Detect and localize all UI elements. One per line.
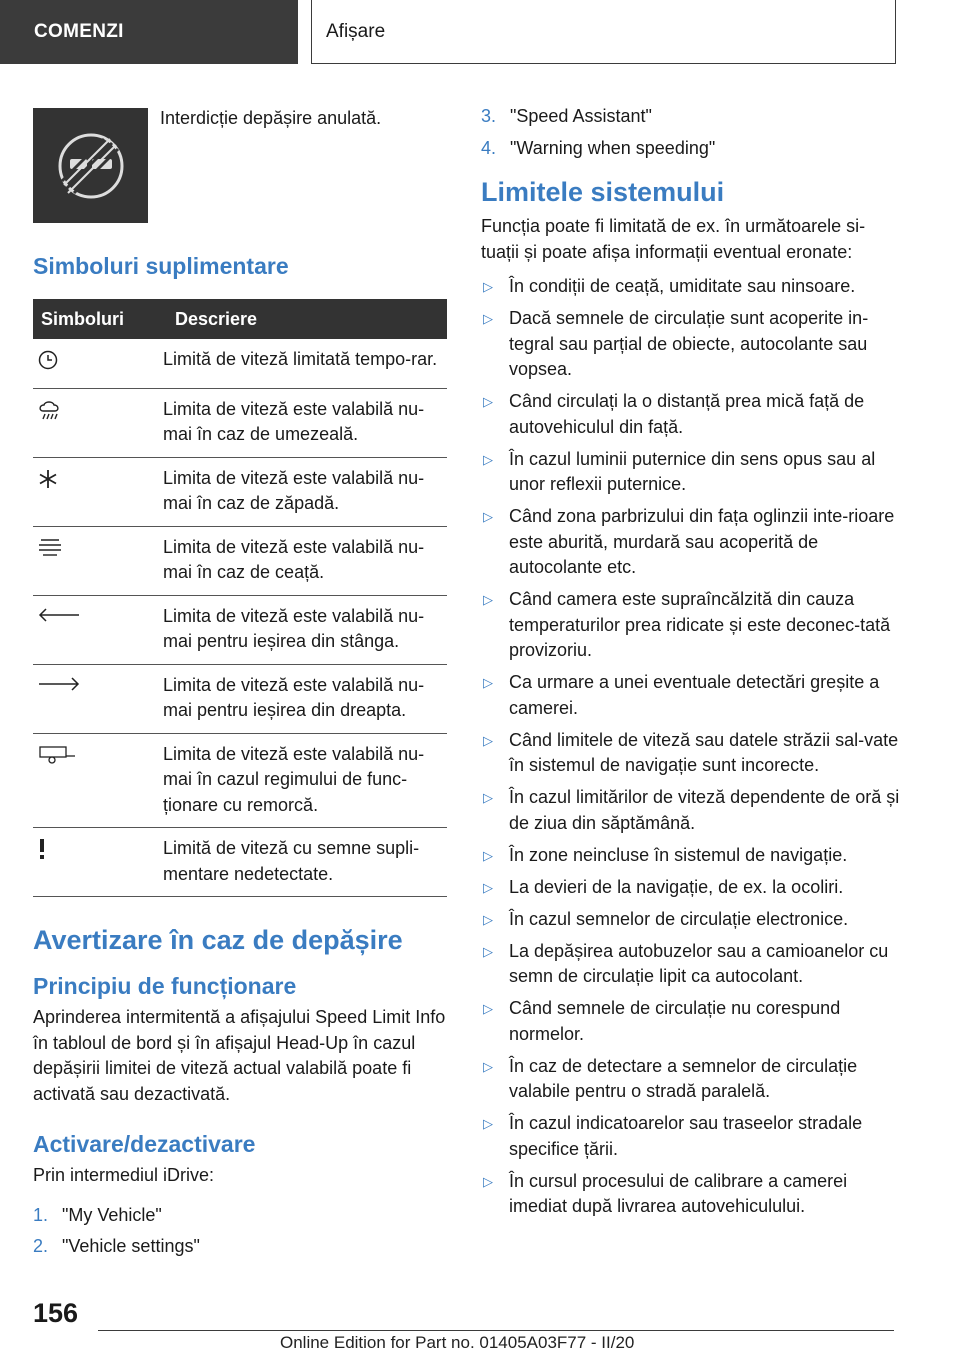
right-column xyxy=(481,100,901,1226)
activation-heading: Activare/dezactivare xyxy=(33,1131,256,1157)
table-row xyxy=(33,664,447,733)
chapter-title: Afișare xyxy=(311,0,896,64)
triangle-bullet-icon: ▷ xyxy=(483,394,493,409)
activation-steps-list-b xyxy=(481,104,901,161)
rain-cloud-icon xyxy=(37,405,63,425)
activation-intro: Prin intermediul iDrive: xyxy=(33,1165,215,1185)
list-item: ▷ La depășirea autobuzelor sau a camioanelor cu semn de circulație lipit ca autocolant. xyxy=(481,939,901,990)
triangle-bullet-icon: ▷ xyxy=(483,847,493,863)
list-item: ▷ În zone neincluse în sistemul de navigație. xyxy=(481,843,901,869)
snowflake-icon xyxy=(37,474,59,494)
row-description: Limită de viteză limitată tempo-rar. xyxy=(163,339,447,388)
row-description: Limita de viteză este valabilă nu-mai pentru ieșirea din dreapta. xyxy=(163,664,447,733)
triangle-bullet-icon: ▷ xyxy=(483,732,493,748)
list-item: ▷ La devieri de la navigație, de ex. la ocoliri. xyxy=(481,875,901,901)
triangle-bullet-icon: ▷ xyxy=(483,1001,493,1016)
list-item: ▷ În caz de detectare a semnelor de circulație valabile pentru o stradă paralelă. xyxy=(481,1054,901,1105)
exclamation-icon xyxy=(37,844,47,864)
row-description: Limită de viteză cu semne supli-mentare nedetectate. xyxy=(163,828,447,897)
end-of-no-overtaking-sign-icon xyxy=(33,108,148,223)
list-item: ▷ Ca urmare a unei eventuale detectări greșite a camerei. xyxy=(481,670,901,721)
list-item: ▷ Când circulați la o distanță prea mică față de autovehiculul din față. xyxy=(481,389,901,440)
column-header-symbols: Simboluri xyxy=(33,299,163,339)
list-item: ▷ În cazul limitărilor de viteză dependente de oră și de ziua din săptămână. xyxy=(481,785,901,836)
list-item: 2. "Vehicle settings" xyxy=(33,1236,200,1256)
triangle-bullet-icon: ▷ xyxy=(483,879,493,895)
arrow-right-icon xyxy=(37,677,81,697)
triangle-bullet-icon: ▷ xyxy=(483,311,493,326)
triangle-bullet-icon: ▷ xyxy=(483,943,493,959)
row-description: Limita de viteză este valabilă nu-mai în caz de ceață. xyxy=(163,526,447,595)
table-row xyxy=(33,595,447,664)
table-row xyxy=(33,339,447,388)
system-limits-list xyxy=(481,274,901,1220)
list-item: ▷ Când camera este supraîncălzită din cauza temperaturilor prea ridicate și este deconec-tată provizoriu. xyxy=(481,587,901,664)
activation-steps-list-a xyxy=(33,1203,447,1260)
table-row xyxy=(33,526,447,595)
triangle-bullet-icon: ▷ xyxy=(483,1058,493,1074)
list-item: ▷ Când zona parbrizului din fața oglinzii inte-rioare este aburită, murdară sau acoperită de autocolante etc. xyxy=(481,504,901,581)
triangle-bullet-icon: ▷ xyxy=(483,509,493,524)
list-item: ▷ În cazul indicatoarelor sau traseelor stradale specifice țării. xyxy=(481,1111,901,1162)
list-item: 4. "Warning when speeding" xyxy=(481,137,716,158)
table-row xyxy=(33,733,447,828)
triangle-bullet-icon: ▷ xyxy=(483,451,493,467)
list-item: ▷ În cazul semnelor de circulație electronice. xyxy=(481,907,901,933)
list-item: 1. "My Vehicle" xyxy=(33,1204,162,1225)
system-limits-intro: Funcția poate fi limitată de ex. în următoarele si-tuații și poate afișa informații eventual eronate: xyxy=(481,216,866,262)
table-row xyxy=(33,457,447,526)
list-item: ▷ Când semnele de circulație nu corespund normelor. xyxy=(481,996,901,1047)
table-row xyxy=(33,828,447,897)
system-limits-heading: Limitele sistemului xyxy=(481,177,725,207)
overtaking-warning-heading: Avertizare în caz de depășire xyxy=(33,925,403,955)
table-header-row xyxy=(33,299,447,339)
supplementary-heading: Simboluri suplimentare xyxy=(33,253,289,279)
edition-note: Online Edition for Part no. 01405A03F77 - II/20 xyxy=(280,1333,635,1352)
arrow-left-icon xyxy=(37,608,81,628)
triangle-bullet-icon: ▷ xyxy=(483,1173,493,1189)
left-column xyxy=(33,100,447,1266)
triangle-bullet-icon: ▷ xyxy=(483,592,493,607)
principle-heading: Principiu de funcționare xyxy=(33,973,297,999)
sign-caption: Interdicție depășire anulată. xyxy=(160,108,382,128)
triangle-bullet-icon: ▷ xyxy=(483,790,493,805)
page-number: 156 xyxy=(33,1298,79,1328)
row-description: Limita de viteză este valabilă nu-mai în caz de umezeală. xyxy=(163,388,447,457)
section-tab: COMENZI xyxy=(0,0,298,64)
triangle-bullet-icon: ▷ xyxy=(483,911,493,927)
principle-text: Aprinderea intermitentă a afișajului Speed Limit Info în tabloul de bord și în afișajul Head-Up în cazul depășirii limitei de viteză actual valabilă poate fi activată sau dezactivată. xyxy=(33,1007,446,1104)
list-item: ▷ Dacă semnele de circulație sunt acoperite in-tegral sau parțial de obiecte, autocolante sau vopsea. xyxy=(481,306,901,383)
column-header-description: Descriere xyxy=(163,299,447,339)
trailer-icon xyxy=(37,750,77,770)
list-item: ▷ În cursul procesului de calibrare a camerei imediat după livrarea autovehiculului. xyxy=(481,1169,901,1220)
row-description: Limita de viteză este valabilă nu-mai pentru ieșirea din stânga. xyxy=(163,595,447,664)
footer-divider xyxy=(98,1330,894,1331)
triangle-bullet-icon: ▷ xyxy=(483,675,493,690)
table-row xyxy=(33,388,447,457)
list-item: ▷ În condiții de ceață, umiditate sau ninsoare. xyxy=(481,274,901,300)
list-item: 3. "Speed Assistant" xyxy=(481,106,652,126)
row-description: Limita de viteză este valabilă nu-mai în cazul regimului de func-ționare cu remorcă. xyxy=(163,733,447,828)
list-item: ▷ În cazul luminii puternice din sens opus sau al unor reflexii puternice. xyxy=(481,447,901,498)
triangle-bullet-icon: ▷ xyxy=(483,1116,493,1131)
fog-icon xyxy=(37,541,63,561)
row-description: Limita de viteză este valabilă nu-mai în caz de zăpadă. xyxy=(163,457,447,526)
clock-icon xyxy=(37,355,59,375)
overtaking-end-sign-row xyxy=(33,100,447,224)
supplementary-symbols-table xyxy=(33,299,447,897)
triangle-bullet-icon: ▷ xyxy=(483,279,493,294)
list-item: ▷ Când limitele de viteză sau datele străzii sal-vate în sistemul de navigație sunt incorecte. xyxy=(481,728,901,779)
